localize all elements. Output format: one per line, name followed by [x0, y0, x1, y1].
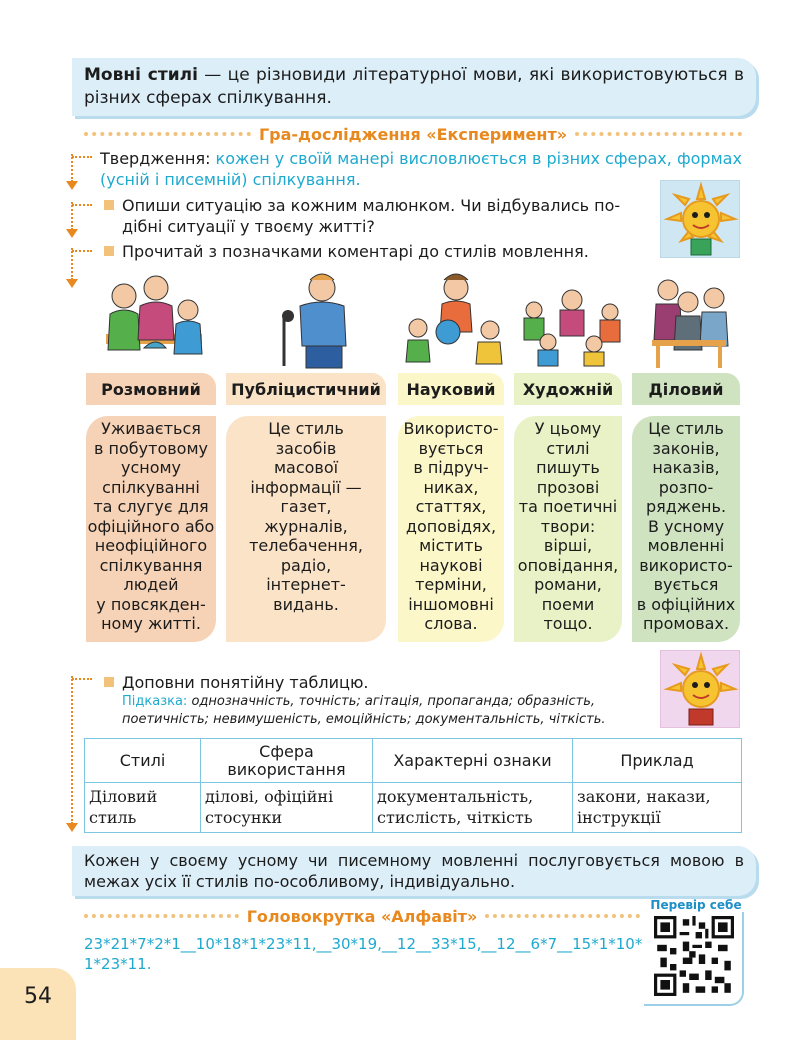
check-yourself-label: Перевір себе	[650, 898, 742, 912]
game-title: Гра-дослідження «Експеримент»	[258, 124, 568, 144]
table-header-sphere: Сфера використання	[201, 739, 373, 783]
page-number: 54	[24, 984, 52, 1009]
bullet-icon	[104, 200, 114, 210]
task-read: Прочитай з позначками коментарі до стилів мовлення.	[104, 241, 644, 262]
hint: Підказка: однозначність, точність; агітація, пропаганда; образність,	[122, 694, 596, 709]
style-desc-razmovny: Уживається в побутовому усному спілкуванні та слугує для офіційного або неофіційного спілкування людей у повсякден- ному житті.	[86, 416, 216, 642]
sun-mascot-card	[660, 180, 740, 258]
table-task: Доповни понятійну таблицю. Підказка: однозначність, точність; агітація, пропаганда; образність, поетичність; невимушеність, емоційність; документальність, чіткість.	[104, 672, 654, 729]
reading-circle-illustration	[518, 280, 626, 368]
style-desc-naukovy: Використо- вується в підруч- никах, статтях, доповідях, містить наукові терміни, іншомовні слова.	[398, 416, 504, 642]
style-label-razmovny: Розмовний	[86, 373, 216, 405]
style-label-naukovy: Науковий	[398, 373, 504, 405]
puzzle-title: Головокрутка «Алфавіт»	[246, 906, 478, 926]
bullet-icon	[104, 246, 114, 256]
sun-mascot-icon	[661, 181, 741, 259]
statement-label: Твердження:	[100, 149, 216, 168]
table-cell-sphere: ділові, офіційні стосунки	[201, 783, 373, 833]
game-section-title	[84, 122, 742, 146]
sun-mascot-card-2	[660, 650, 740, 728]
step-arrow-1	[66, 154, 78, 190]
style-label-diloviy: Діловий	[632, 373, 740, 405]
family-conversation-illustration	[96, 266, 212, 370]
table-header-features: Характерні ознаки	[373, 739, 573, 783]
table-cell-example: закони, накази, інструкції	[573, 783, 742, 833]
step-arrow-4	[66, 676, 78, 832]
summary-text: Кожен у своєму усному чи писемному мовленні послуговується мовою в межах усіх її стилів по-особливому, індивідуально.	[84, 851, 744, 891]
table-row	[85, 783, 742, 833]
bullet-icon	[104, 677, 114, 687]
step-arrow-3	[66, 248, 78, 288]
step-arrow-2	[66, 202, 78, 238]
definition-term: Мовні стилі	[84, 65, 198, 85]
style-label-khudozhniy: Художній	[514, 373, 622, 405]
style-desc-diloviy: Це стиль законів, наказів, розпо- ряджень. В усному мовленні використо- вується в офіційних промовах.	[632, 416, 740, 642]
summary-box	[72, 846, 756, 896]
style-desc-publicist: Це стиль засобів масової інформації — газет, журналів, телебачення, радіо, інтернет- видань.	[226, 416, 386, 642]
alphabet-cipher: 23*21*7*2*1__10*18*1*23*11,__30*19,__12__33*15,__12__6*7__15*1*10*1*23*11.	[84, 935, 643, 973]
qr-code-box[interactable]	[644, 912, 744, 1006]
business-meeting-illustration	[648, 270, 730, 370]
sun-mascot-icon	[661, 651, 741, 729]
table-task-instruction: Доповни понятійну таблицю.	[122, 673, 369, 692]
definition-text: Мовні стилі — це різновиди літературної мови, які використовуються в різних сферах спілкування.	[84, 65, 745, 108]
style-desc-khudozhniy: У цьому стилі пишуть прозові та поетичні твори: вірші, оповідання, романи, поеми тощо.	[514, 416, 622, 642]
concept-table	[84, 738, 742, 833]
speaker-microphone-illustration	[260, 266, 358, 370]
qr-code-icon[interactable]	[654, 916, 734, 996]
table-header-styles: Стилі	[85, 739, 201, 783]
task-describe: Опиши ситуацію за кожним малюнком. Чи відбувались по- дібні ситуації у твоєму житті?	[104, 195, 644, 237]
statement-text: кожен у своїй манері висловлюється в різних сферах, формах (усній і писемній) спілкування.	[100, 149, 742, 189]
teacher-globe-illustration	[402, 270, 504, 370]
statement	[100, 148, 742, 190]
table-cell-style: Діловий стиль	[85, 783, 201, 833]
table-cell-features: документальність, стислість, чіткість	[373, 783, 573, 833]
puzzle-section-title	[84, 904, 640, 928]
definition-box	[72, 58, 756, 116]
table-header-example: Приклад	[573, 739, 742, 783]
style-label-publicist: Публіцистичний	[226, 373, 386, 405]
